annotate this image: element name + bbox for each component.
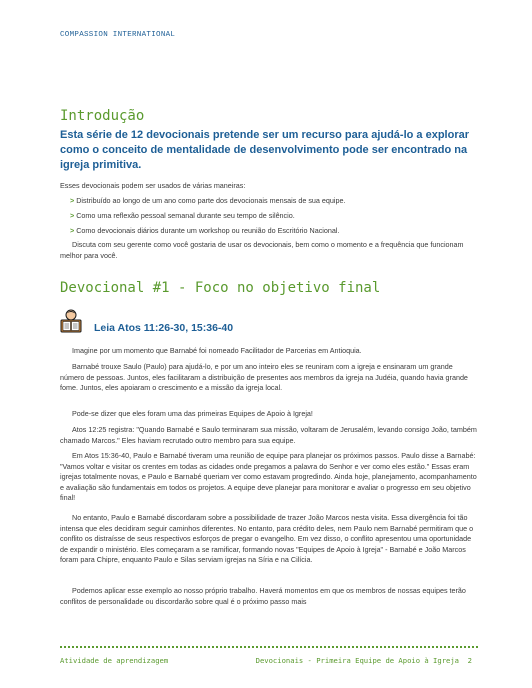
devotional-paragraph: Podemos aplicar esse exemplo ao nosso próprio trabalho. Haverá momentos em que os membros de nossas equipes terão conflitos de personalidade ou discordarão sobre qual é o próximo passo mais [60, 586, 466, 606]
bullet-marker-icon: > [70, 211, 75, 220]
devotional-paragraph: Em Atos 15:36-40, Paulo e Barnabé tiveram uma reunião de equipe para planejar os próximos passos. Paulo disse a Barnabé: "Vamos voltar e visitar os crentes em todas as cidades onde pregamos a palavra do Senhor e ver como eles estão." Essas eram igrejas totalmente novas, e Paulo e Barnabé queriam ver como estavam progredindo. Ainda hoje, planejamento, acompanhamento e avaliação são fundamentais em todos os projetos. A equipe deve planejar para monitorar e avaliar o progresso em seu objetivo final! [60, 451, 477, 503]
reading-person-icon [58, 308, 84, 334]
devotional-paragraph: Pode-se dizer que eles foram uma das primeiras Equipes de Apoio à Igreja! [72, 409, 313, 418]
devotional-paragraph: Atos 12:25 registra: "Quando Barnabé e Saulo terminaram sua missão, voltaram de Jerusalém, levando consigo João, também chamado Marcos." Eles haviam recrutado outro membro para sua equipe. [60, 425, 477, 445]
bullet-marker-icon: > [70, 196, 75, 205]
bullet-marker-icon: > [70, 226, 75, 235]
footer-left-label: Atividade de aprendizagem [60, 656, 169, 665]
intro-bullet [70, 226, 339, 236]
intro-usage-text: Esses devocionais podem ser usados de várias maneiras: [60, 181, 246, 190]
devotional-paragraph: Barnabé trouxe Saulo (Paulo) para ajudá-lo, e por um ano inteiro eles se reuniram com a igreja e ensinaram um grande número de pessoas. Juntos, eles facilitaram a distribuição de presentes aos membros da igreja na Judéia, quando havia grande fome. Juntos, eles apoiaram o crescimento e a missão da igreja local. [60, 362, 468, 393]
intro-title: Introdução [60, 108, 145, 124]
page-number: 2 [467, 656, 472, 665]
scripture-reading: Leia Atos 11:26-30, 15:36-40 [94, 322, 234, 334]
footer-right-label [256, 656, 472, 665]
footer-document-title: Devocionais - Primeira Equipe de Apoio à Igreja [255, 656, 460, 665]
bullet-text: Como devocionais diários durante um workshop ou reunião do Escritório Nacional. [76, 226, 340, 235]
bullet-text: Como uma reflexão pessoal semanal durante seu tempo de silêncio. [76, 211, 295, 220]
intro-bullet [70, 211, 295, 221]
devotional-paragraph: Imagine por um momento que Barnabé foi nomeado Facilitador de Parcerias em Antioquia. [72, 346, 362, 355]
intro-closing: Discuta com seu gerente como você gostaria de usar os devocionais, bem como o momento e a frequência que funcionam melhor para você. [60, 240, 464, 260]
intro-lead: Esta série de 12 devocionais pretende ser um recurso para ajudá-lo a explorar como o conceito de mentalidade de desenvolvimento pode ser encontrado na igreja primitiva. [60, 129, 470, 171]
footer-divider [60, 646, 478, 648]
header-organization: COMPASSION INTERNATIONAL [60, 31, 176, 39]
bullet-text: Distribuído ao longo de um ano como parte dos devocionais mensais de sua equipe. [76, 196, 346, 205]
devotional-paragraph: No entanto, Paulo e Barnabé discordaram sobre a possibilidade de trazer João Marcos nesta visita. Essa divergência foi tão intensa que eles decidiram seguir caminhos diferentes. No entanto, para crédito deles, nem Paulo nem Barnabé permitiram que o conflito os distraísse de seus respectivos esforços de pregar o evangelho. Em vez disso, o conflito apresentou uma oportunidade de expandir o ministério. Eles começaram a se ramificar, formando novas "Equipes de Apoio à Igreja" - Barnabé e João Marcos foram para Chipre, enquanto Paulo e Silas serviam igrejas na Síria e na Cilícia. [60, 513, 474, 565]
intro-bullet [70, 196, 346, 206]
devotional-title: Devocional #1 - Foco no objetivo final [60, 280, 381, 296]
